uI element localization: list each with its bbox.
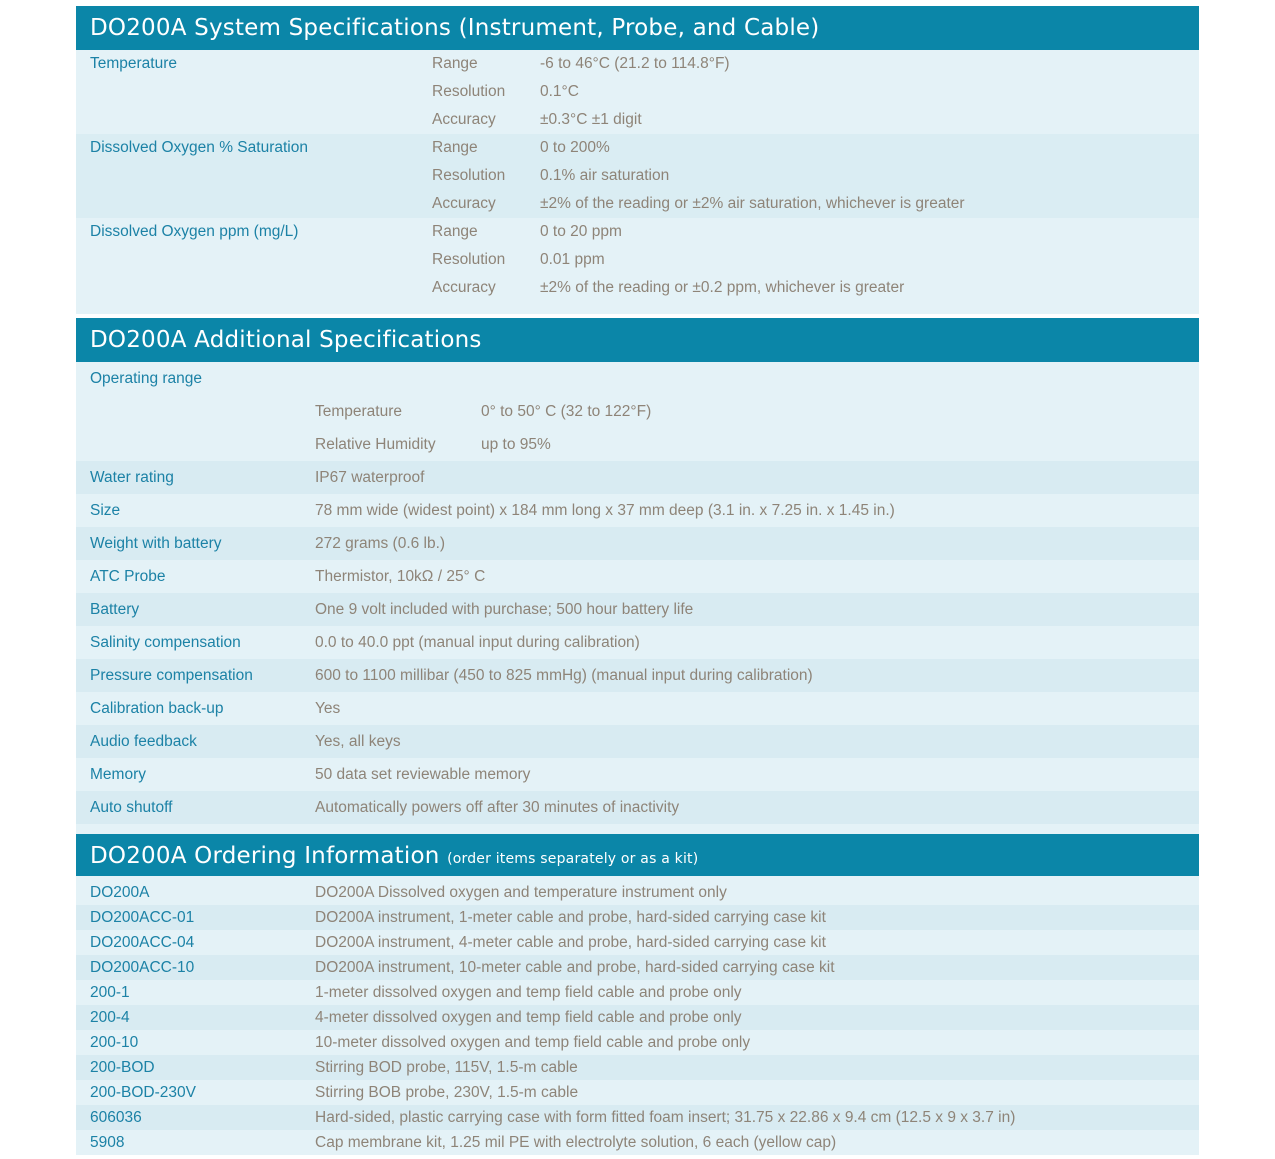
spec-key: Resolution <box>432 251 506 268</box>
spec-key: Pressure compensation <box>90 667 253 684</box>
spec-value: Thermistor, 10kΩ / 25° C <box>315 568 486 585</box>
part-description: Hard-sided, plastic carrying case with form fitted foam insert; 31.75 x 22.86 x 9.4 cm (12.5 x 9 x 3.7 in) <box>315 1109 1016 1126</box>
spec-row <box>76 162 1199 190</box>
part-number: 606036 <box>90 1109 142 1126</box>
part-number: 200-1 <box>90 984 130 1001</box>
operating-range-item <box>76 428 1199 461</box>
spec-key: Range <box>432 55 478 72</box>
part-number: 200-BOD-230V <box>90 1084 196 1101</box>
spec-group-do-saturation <box>76 134 1199 218</box>
order-row <box>76 1080 1199 1105</box>
ordering-header <box>76 834 1199 876</box>
operating-range-row <box>76 362 1199 395</box>
spec-key: Relative Humidity <box>315 436 436 453</box>
spec-value: 0 to 200% <box>540 139 610 156</box>
spec-value: Automatically powers off after 30 minutes of inactivity <box>315 799 680 816</box>
operating-range-item <box>76 395 1199 428</box>
spec-row <box>76 659 1199 692</box>
part-description: Stirring BOD probe, 115V, 1.5-m cable <box>315 1059 578 1076</box>
spec-row <box>76 78 1199 106</box>
spec-value: 0° to 50° C (32 to 122°F) <box>481 403 652 420</box>
spec-row <box>76 50 1199 78</box>
order-row <box>76 1055 1199 1080</box>
spec-value: ±2% of the reading or ±2% air saturation, whichever is greater <box>540 195 965 212</box>
spec-row <box>76 725 1199 758</box>
spec-value: ±0.3°C ±1 digit <box>540 111 642 128</box>
part-description: Stirring BOB probe, 230V, 1.5-m cable <box>315 1084 579 1101</box>
spec-value: 600 to 1100 millibar (450 to 825 mmHg) (manual input during calibration) <box>315 667 813 684</box>
system-specs-table <box>76 50 1199 314</box>
order-row <box>76 880 1199 905</box>
order-row <box>76 1130 1199 1155</box>
spec-row <box>76 593 1199 626</box>
spec-value: One 9 volt included with purchase; 500 hour battery life <box>315 601 694 618</box>
spec-value: 78 mm wide (widest point) x 184 mm long x 37 mm deep (3.1 in. x 7.25 in. x 1.45 in.) <box>315 502 895 519</box>
system-specs-header <box>76 6 1199 50</box>
spec-row <box>76 461 1199 494</box>
spec-value: up to 95% <box>481 436 551 453</box>
spec-row <box>76 626 1199 659</box>
spec-key: Accuracy <box>432 195 496 212</box>
part-number: DO200ACC-10 <box>90 959 195 976</box>
spec-key: Water rating <box>90 469 174 486</box>
spec-key: Salinity compensation <box>90 634 241 651</box>
part-description: DO200A instrument, 10-meter cable and probe, hard-sided carrying case kit <box>315 959 835 976</box>
spec-group-do-ppm <box>76 218 1199 302</box>
spec-key: Calibration back-up <box>90 700 224 717</box>
spec-group-temperature <box>76 50 1199 134</box>
spec-value: IP67 waterproof <box>315 469 425 486</box>
part-description: Cap membrane kit, 1.25 mil PE with electrolyte solution, 6 each (yellow cap) <box>315 1134 837 1151</box>
part-description: DO200A Dissolved oxygen and temperature instrument only <box>315 884 727 901</box>
spec-value: 0.01 ppm <box>540 251 605 268</box>
spec-value: 50 data set reviewable memory <box>315 766 531 783</box>
spec-key: Operating range <box>90 370 203 387</box>
order-row <box>76 930 1199 955</box>
spec-key: Temperature <box>315 403 403 420</box>
spec-key: Range <box>432 223 478 240</box>
spec-row <box>76 527 1199 560</box>
part-number: 200-10 <box>90 1034 139 1051</box>
system-specs-title: DO200A System Specifications (Instrument, Probe, and Cable) <box>90 15 820 41</box>
spec-key: Resolution <box>432 83 506 100</box>
spec-value: 0 to 20 ppm <box>540 223 622 240</box>
order-row <box>76 1005 1199 1030</box>
spec-key: Auto shutoff <box>90 799 173 816</box>
spec-row <box>76 134 1199 162</box>
spec-value: 0.0 to 40.0 ppt (manual input during calibration) <box>315 634 640 651</box>
ordering-title: DO200A Ordering Information <box>90 843 440 869</box>
part-description: 4-meter dissolved oxygen and temp field cable and probe only <box>315 1009 742 1026</box>
part-number: DO200A <box>90 884 150 901</box>
part-description: 1-meter dissolved oxygen and temp field cable and probe only <box>315 984 742 1001</box>
part-description: DO200A instrument, 4-meter cable and probe, hard-sided carrying case kit <box>315 934 826 951</box>
spec-row <box>76 758 1199 791</box>
spec-value: 0.1°C <box>540 83 579 100</box>
part-number: 5908 <box>90 1134 125 1151</box>
part-description: 10-meter dissolved oxygen and temp field cable and probe only <box>315 1034 751 1051</box>
spec-key: Resolution <box>432 167 506 184</box>
spec-value: 272 grams (0.6 lb.) <box>315 535 446 552</box>
spec-value: 0.1% air saturation <box>540 167 670 184</box>
spec-value: Yes, all keys <box>315 733 401 750</box>
ordering-subtitle: (order items separately or as a kit) <box>447 851 699 867</box>
spec-category: Dissolved Oxygen ppm (mg/L) <box>90 223 299 240</box>
order-row <box>76 980 1199 1005</box>
section-spacer <box>76 824 1199 834</box>
spec-category: Dissolved Oxygen % Saturation <box>90 139 308 156</box>
spec-sheet <box>76 6 1199 1155</box>
part-number: DO200ACC-01 <box>90 909 195 926</box>
order-row <box>76 905 1199 930</box>
spec-key: Range <box>432 139 478 156</box>
spec-row <box>76 494 1199 527</box>
part-description: DO200A instrument, 1-meter cable and probe, hard-sided carrying case kit <box>315 909 826 926</box>
spec-row <box>76 791 1199 824</box>
spec-row <box>76 218 1199 246</box>
spec-row <box>76 692 1199 725</box>
spec-row <box>76 106 1199 134</box>
order-row <box>76 955 1199 980</box>
spec-row <box>76 560 1199 593</box>
ordering-table <box>76 876 1199 1155</box>
spec-value: ±2% of the reading or ±0.2 ppm, whichever is greater <box>540 279 905 296</box>
spec-key: Weight with battery <box>90 535 222 552</box>
additional-specs-table <box>76 362 1199 834</box>
spec-key: ATC Probe <box>90 568 166 585</box>
part-number: 200-4 <box>90 1009 130 1026</box>
spec-key: Audio feedback <box>90 733 197 750</box>
part-number: 200-BOD <box>90 1059 155 1076</box>
spec-row <box>76 190 1199 218</box>
order-row <box>76 1105 1199 1130</box>
spec-row <box>76 274 1199 302</box>
spec-key: Accuracy <box>432 279 496 296</box>
spec-value: -6 to 46°C (21.2 to 114.8°F) <box>540 55 730 72</box>
spec-key: Accuracy <box>432 111 496 128</box>
additional-specs-title: DO200A Additional Specifications <box>90 327 482 353</box>
spec-row <box>76 246 1199 274</box>
spec-key: Size <box>90 502 121 519</box>
spec-category: Temperature <box>90 55 178 72</box>
additional-specs-header <box>76 318 1199 362</box>
part-number: DO200ACC-04 <box>90 934 195 951</box>
spec-key: Memory <box>90 766 146 783</box>
order-row <box>76 1030 1199 1055</box>
spec-value: Yes <box>315 700 341 717</box>
spec-key: Battery <box>90 601 140 618</box>
